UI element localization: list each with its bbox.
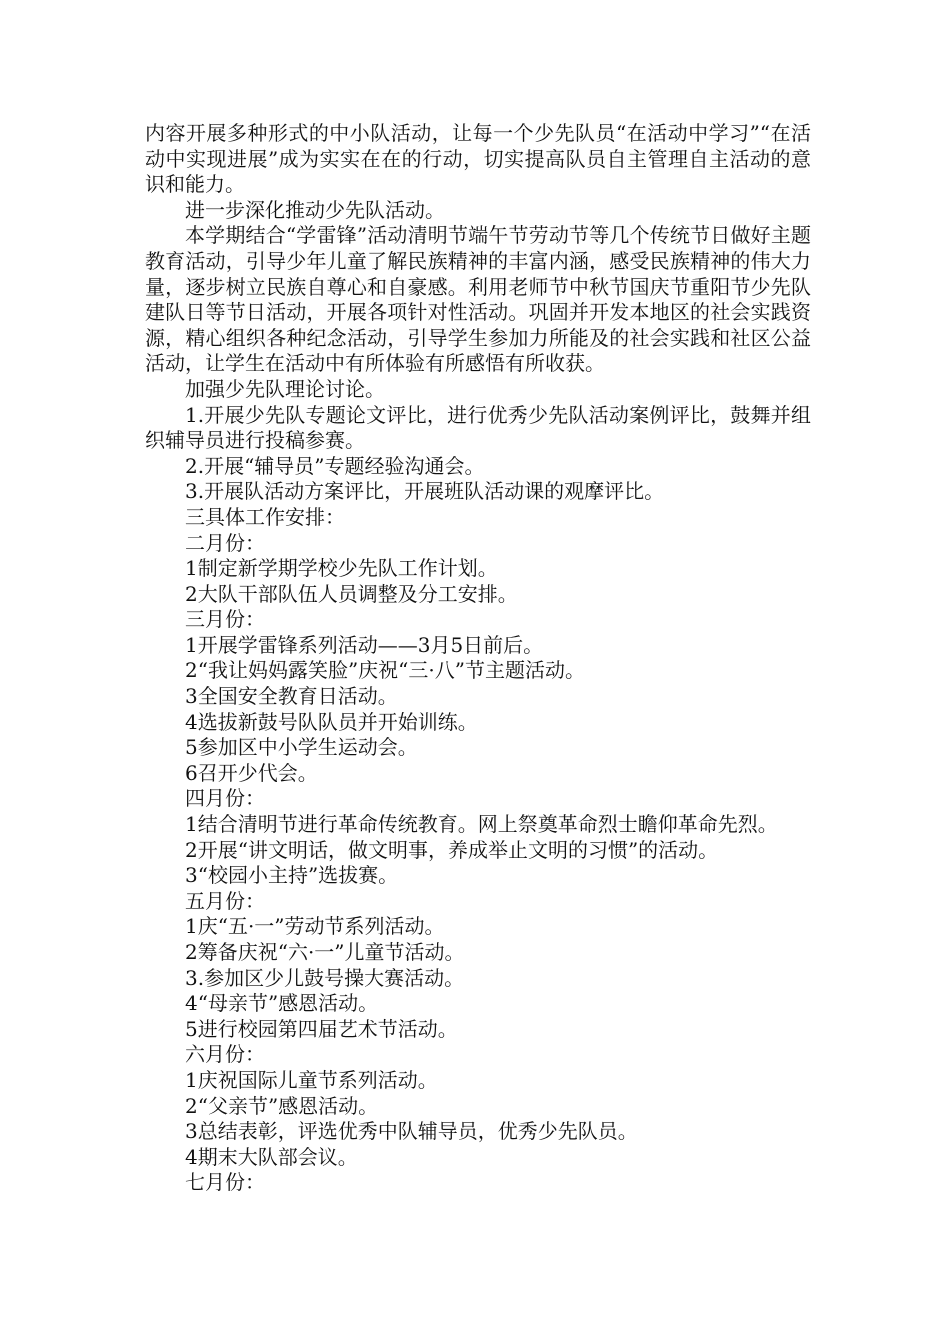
heading-deepen-activities: 进一步深化推动少先队活动。: [185, 197, 445, 222]
document-page: [145, 121, 811, 1196]
list-item-may-5: 5进行校园第四届艺术节活动。: [185, 1016, 458, 1041]
list-item-march-2: 2“我让妈妈露笑脸”庆祝“三·八”节主题活动。: [185, 658, 585, 683]
list-item-april-2: 2开展“讲文明话，做文明事，养成举止文明的习惯”的活动。: [185, 837, 719, 862]
list-item-june-2: 2“父亲节”感恩活动。: [185, 1093, 379, 1118]
list-item-february-1: 1制定新学期学校少先队工作计划。: [185, 556, 498, 581]
list-item-may-4: 4“母亲节”感恩活动。: [185, 991, 379, 1016]
month-heading-may: 五月份：: [185, 888, 265, 913]
list-item-june-3: 3总结表彰，评选优秀中队辅导员，优秀少先队员。: [185, 1119, 638, 1144]
heading-theory-discussion: 加强少先队理论讨论。: [185, 376, 385, 401]
list-item-march-1: 1开展学雷锋系列活动——3月5日前后。: [185, 632, 544, 657]
list-item-march-4: 4选拔新鼓号队队员并开始训练。: [185, 709, 478, 734]
paragraph-intro-continuation: 内容开展多种形式的中小队活动，让每一个少先队员“在活动中学习”“在活动中实现进展”成为实实在在的行动，切实提高队员自主管理自主活动的意识和能力。: [145, 121, 811, 197]
list-item-april-1: 1结合清明节进行革命传统教育。网上祭奠革命烈士瞻仰革命先烈。: [185, 812, 778, 837]
month-heading-june: 六月份：: [185, 1042, 265, 1067]
list-item-theory-2: 2.开展“辅导员”专题经验沟通会。: [185, 453, 485, 478]
month-heading-february: 二月份：: [185, 530, 265, 555]
heading-schedule: 三具体工作安排：: [185, 504, 345, 529]
list-item-march-3: 3全国安全教育日活动。: [185, 684, 398, 709]
month-heading-april: 四月份：: [185, 786, 265, 811]
list-item-march-5: 5参加区中小学生运动会。: [185, 735, 418, 760]
list-item-may-2: 2筹备庆祝“六·一”儿童节活动。: [185, 940, 465, 964]
list-item-theory-1: 1.开展少先队专题论文评比，进行优秀少先队活动案例评比，鼓舞并组织辅导员进行投稿参赛。: [145, 402, 811, 453]
list-item-february-2: 2大队干部队伍人员调整及分工安排。: [185, 581, 518, 606]
list-item-may-1: 1庆“五·一”劳动节系列活动。: [185, 914, 445, 939]
list-item-theory-3: 3.开展队活动方案评比，开展班队活动课的观摩评比。: [185, 479, 665, 504]
month-heading-march: 三月份：: [185, 607, 265, 632]
list-item-june-1: 1庆祝国际儿童节系列活动。: [185, 1067, 438, 1092]
paragraph-theme-education: 本学期结合“学雷锋”活动清明节端午节劳动节等几个传统节日做好主题教育活动，引导少年儿童了解民族精神的丰富内涵，感受民族精神的伟大力量，逐步树立民族自尊心和自豪感。利用老师节中秋节国庆节重阳节少先队建队日等节日活动，开展各项针对性活动。巩固并开发本地区的社会实践资源，精心组织各种纪念活动，引导学生参加力所能及的社会实践和社区公益活动，让学生在活动中有所体验有所感悟有所收获。: [145, 223, 811, 376]
list-item-may-3: 3.参加区少儿鼓号操大赛活动。: [185, 965, 465, 990]
list-item-april-3: 3“校园小主持”选拔赛。: [185, 863, 399, 888]
list-item-march-6: 6召开少代会。: [185, 760, 318, 785]
list-item-june-4: 4期末大队部会议。: [185, 1144, 358, 1169]
month-heading-july: 七月份：: [185, 1170, 265, 1195]
